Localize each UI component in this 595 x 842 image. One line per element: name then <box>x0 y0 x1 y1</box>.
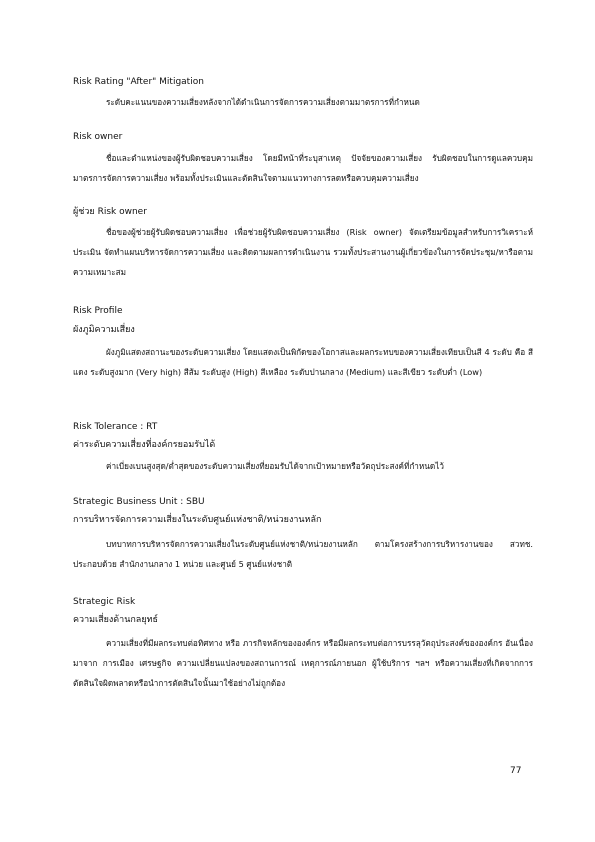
definition-paragraph: ชื่อของผู้ช่วยผู้รับผิดชอบความเสี่ยง เพื่อช่วยผู้รับผิดชอบความเสี่ยง (Risk owner) จัดเตรียมข้อมูลสำหรับการวิเคราะห์ ประเมิน จัดทำแผนบริหารจัดการความเสี่ยง และติดตามผลการดำเนินงาน รวมทั้งประสานงานผู้เกี่ยวข้องในการจัดประชุม/หารือตามความเหมาะสม <box>73 227 533 277</box>
term-heading: Strategic Risk <box>73 597 136 607</box>
definition-paragraph: ค่าเบี่ยงเบนสูงสุด/ต่ำสุดของระดับความเสี่ยงที่ยอมรับได้จากเป้าหมายหรือวัตถุประสงค์ที่กำหนดไว้ <box>106 461 444 471</box>
definition-paragraph: ระดับคะแนนของความเสี่ยงหลังจากได้ดำเนินการจัดการความเสี่ยงตามมาตรการที่กำหนด <box>106 97 420 107</box>
term-heading: Risk Profile <box>73 306 123 316</box>
term-subheading: ความเสี่ยงด้านกลยุทธ์ <box>73 615 159 625</box>
term-heading: ผู้ช่วย Risk owner <box>73 207 147 217</box>
definition-paragraph: ชื่อและตำแหน่งของผู้รับผิดชอบความเสี่ยง โดยมีหน้าที่ระบุสาเหตุ ปัจจัยของความเสี่ยง รับผิดชอบในการดูแลควบคุมมาตรการจัดการความเสี่ยง พร้อมทั้งประเมินและตัดสินใจตามแนวทางการลดหรือควบคุมความเสี่ยง <box>73 153 533 183</box>
page-number: 77 <box>510 766 522 776</box>
term-subheading: ค่าระดับความเสี่ยงที่องค์กรยอมรับได้ <box>73 440 216 450</box>
term-subheading: ผังภูมิความเสี่ยง <box>73 325 135 335</box>
definition-paragraph: บทบาทการบริหารจัดการความเสี่ยงในระดับศูนย์แห่งชาติ/หน่วยงานหลัก ตามโครงสร้างการบริหารงานของ สวทช. ประกอบด้วย สำนักงานกลาง 1 หน่วย และศูนย์ 5 ศูนย์แห่งชาติ <box>73 539 533 569</box>
term-subheading: การบริหารจัดการความเสี่ยงในระดับศูนย์แห่งชาติ/หน่วยงานหลัก <box>73 515 322 525</box>
term-heading: Risk Tolerance : RT <box>73 422 158 432</box>
term-heading: Risk owner <box>73 132 123 142</box>
definition-paragraph: ความเสี่ยงที่มีผลกระทบต่อทิศทาง หรือ ภารกิจหลักขององค์กร หรือมีผลกระทบต่อการบรรลุวัตถุประสงค์ขององค์กร อันเนื่องมาจาก การเมือง เศรษฐกิจ ความเปลี่ยนแปลงของสถานการณ์ เหตุการณ์ภายนอก ผู้ใช้บริการ ฯลฯ หรือความเสี่ยงที่เกิดจากการตัดสินใจผิดพลาดหรือนำการตัดสินใจนั้นมาใช้อย่างไม่ถูกต้อง <box>73 638 533 688</box>
term-heading: Risk Rating "After" Mitigation <box>73 77 204 87</box>
definition-paragraph: ผังภูมิแสดงสถานะของระดับความเสี่ยง โดยแสดงเป็นพิกัดของโอกาสและผลกระทบของความเสี่ยงเทียบเป็นสี 4 ระดับ คือ สีแดง ระดับสูงมาก (Very high) สีส้ม ระดับสูง (High) สีเหลือง ระดับปานกลาง (Medium) และสีเขียว ระดับต่ำ (Low) <box>73 347 533 377</box>
term-heading: Strategic Business Unit : SBU <box>73 497 205 507</box>
